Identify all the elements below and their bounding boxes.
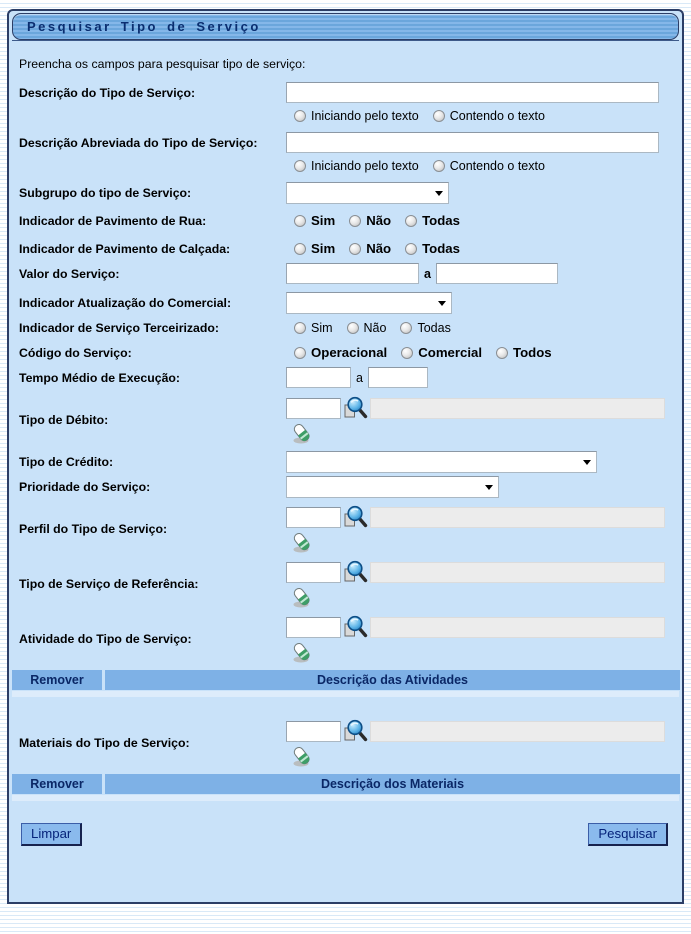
abreviada-iniciando-radio[interactable] (294, 160, 306, 172)
atualizacao-comercial-label: Indicador Atualização do Comercial: (19, 296, 232, 310)
atividade-code-input[interactable] (286, 617, 341, 638)
magnifier-icon[interactable] (343, 396, 368, 420)
atividade-description-field (370, 617, 665, 638)
descricao-label: Descrição do Tipo de Serviço: (19, 85, 196, 100)
valor-ate-input[interactable] (436, 263, 558, 284)
tempo-de-input[interactable] (286, 367, 351, 388)
calcada-nao-label: Não (366, 241, 392, 256)
codigo-operacional-radio[interactable] (294, 347, 306, 359)
descricao-iniciando-radio[interactable] (294, 110, 306, 122)
tipo-debito-description-field (370, 398, 665, 419)
pavimento-rua-label: Indicador de Pavimento de Rua: (19, 213, 207, 228)
prioridade-select[interactable] (286, 476, 499, 498)
referencia-code-input[interactable] (286, 562, 341, 583)
terceirizado-label: Indicador de Serviço Terceirizado: (19, 321, 219, 335)
abreviada-contendo-label: Contendo o texto (449, 159, 545, 173)
magnifier-icon[interactable] (343, 615, 368, 639)
rua-todas-radio[interactable] (405, 215, 417, 227)
descricao-contendo-radio[interactable] (433, 110, 445, 122)
valor-label: Valor do Serviço: (19, 266, 120, 281)
eraser-icon[interactable] (292, 641, 665, 663)
eraser-icon[interactable] (292, 422, 665, 444)
perfil-code-input[interactable] (286, 507, 341, 528)
calcada-todas-radio[interactable] (405, 243, 417, 255)
atividades-empty-row (12, 691, 679, 697)
eraser-icon[interactable] (292, 586, 665, 608)
chevron-down-icon (583, 460, 591, 465)
chevron-down-icon (485, 485, 493, 490)
chevron-down-icon (435, 191, 443, 196)
terceirizado-todas-radio[interactable] (400, 322, 412, 334)
abreviada-iniciando-label: Iniciando pelo texto (311, 159, 419, 173)
atividades-remover-header: Remover (12, 670, 102, 690)
atividades-table (9, 670, 683, 690)
terceirizado-sim-radio[interactable] (294, 322, 306, 334)
calcada-todas-label: Todas (422, 241, 460, 256)
title-divider (12, 40, 679, 41)
referencia-description-field (370, 562, 665, 583)
perfil-description-field (370, 507, 665, 528)
descricao-iniciando-label: Iniciando pelo texto (311, 109, 419, 123)
eraser-icon[interactable] (292, 531, 665, 553)
prioridade-label: Prioridade do Serviço: (19, 480, 151, 494)
codigo-comercial-radio[interactable] (401, 347, 413, 359)
terceirizado-nao-radio[interactable] (347, 322, 359, 334)
terceirizado-todas-label: Todas (417, 321, 451, 335)
rua-nao-label: Não (366, 213, 392, 228)
tipo-credito-select[interactable] (286, 451, 597, 473)
calcada-nao-radio[interactable] (349, 243, 361, 255)
materiais-table (9, 774, 683, 794)
subgrupo-select[interactable] (286, 182, 449, 204)
materiais-label: Materiais do Tipo de Serviço: (19, 736, 190, 750)
rua-sim-label: Sim (311, 213, 336, 228)
chevron-down-icon (438, 301, 446, 306)
valor-de-input[interactable] (286, 263, 419, 284)
tempo-separator: a (356, 370, 363, 385)
magnifier-icon[interactable] (343, 719, 368, 743)
materiais-description-field (370, 721, 665, 742)
terceirizado-sim-label: Sim (311, 321, 333, 335)
atividade-label: Atividade do Tipo de Serviço: (19, 632, 192, 646)
pesquisar-button[interactable]: Pesquisar (588, 823, 668, 846)
eraser-icon[interactable] (292, 745, 665, 767)
terceirizado-nao-label: Não (363, 321, 387, 335)
descricao-input[interactable] (286, 82, 659, 103)
referencia-label: Tipo de Serviço de Referência: (19, 577, 199, 591)
rua-nao-radio[interactable] (349, 215, 361, 227)
page-title: Pesquisar Tipo de Serviço (27, 19, 261, 34)
magnifier-icon[interactable] (343, 560, 368, 584)
tipo-credito-label: Tipo de Crédito: (19, 455, 114, 469)
form-instructions: Preencha os campos para pesquisar tipo de serviço: (19, 57, 306, 71)
rua-sim-radio[interactable] (294, 215, 306, 227)
tipo-debito-code-input[interactable] (286, 398, 341, 419)
calcada-sim-radio[interactable] (294, 243, 306, 255)
rua-todas-label: Todas (422, 213, 460, 228)
limpar-button[interactable]: Limpar (21, 823, 82, 846)
codigo-servico-label: Código do Serviço: (19, 345, 132, 360)
valor-separator: a (424, 266, 431, 281)
calcada-sim-label: Sim (311, 241, 336, 256)
atualizacao-comercial-select[interactable] (286, 292, 452, 314)
search-service-type-panel (7, 9, 684, 904)
tempo-medio-label: Tempo Médio de Execução: (19, 370, 181, 385)
atividades-descricao-header: Descrição das Atividades (105, 670, 680, 690)
descricao-contendo-label: Contendo o texto (449, 109, 545, 123)
codigo-operacional-label: Operacional (311, 345, 388, 360)
descricao-abreviada-input[interactable] (286, 132, 659, 153)
perfil-label: Perfil do Tipo de Serviço: (19, 522, 168, 536)
materiais-descricao-header: Descrição dos Materiais (105, 774, 680, 794)
codigo-comercial-label: Comercial (418, 345, 483, 360)
materiais-empty-row (12, 795, 679, 801)
panel-title-bar (12, 13, 679, 40)
subgrupo-label: Subgrupo do tipo de Serviço: (19, 186, 192, 200)
magnifier-icon[interactable] (343, 505, 368, 529)
descricao-abreviada-label: Descrição Abreviada do Tipo de Serviço: (19, 135, 258, 150)
abreviada-contendo-radio[interactable] (433, 160, 445, 172)
materiais-remover-header: Remover (12, 774, 102, 794)
codigo-todos-radio[interactable] (496, 347, 508, 359)
tipo-debito-label: Tipo de Débito: (19, 413, 109, 427)
pavimento-calcada-label: Indicador de Pavimento de Calçada: (19, 241, 231, 256)
tempo-ate-input[interactable] (368, 367, 428, 388)
codigo-todos-label: Todos (513, 345, 552, 360)
materiais-code-input[interactable] (286, 721, 341, 742)
